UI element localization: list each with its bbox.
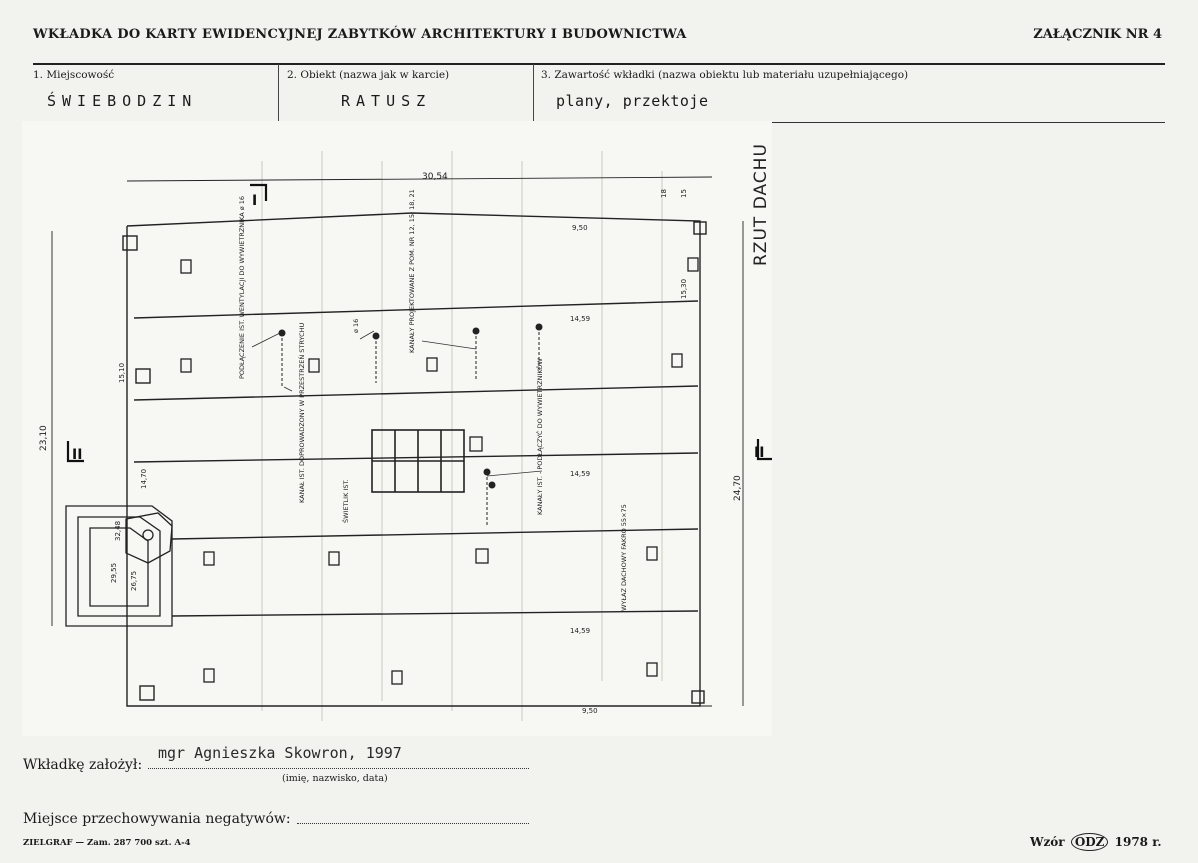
section-mark-3: II <box>754 445 765 461</box>
roof-plan-svg <box>22 121 772 736</box>
roof-hatches <box>181 258 698 684</box>
plan-note: ŚWIETLIK IST. <box>342 479 350 523</box>
dim-label: 29,55 <box>110 562 118 583</box>
author-dotted-line <box>148 768 529 769</box>
plan-note: KANAŁ IST. DOPROWADZONY W PRZESTRZEŃ STRYCHU <box>298 322 306 503</box>
field-divider <box>533 64 534 122</box>
leader-lines <box>252 331 542 476</box>
dim-label: 9,50 <box>572 224 588 232</box>
dim-label: 32,48 <box>114 520 122 541</box>
vent-stacks <box>279 324 542 525</box>
bleed-through-lines <box>262 151 662 721</box>
printer-imprint: ZIELGRAF — Zam. 287 700 szt. A-4 <box>23 838 191 848</box>
plan-note: ø 16 <box>352 318 360 333</box>
annex-number: ZAŁĄCZNIK NR 4 <box>1033 27 1162 42</box>
field-content-label: 3. Zawartość wkładki (nazwa obiektu lub materiału uzupełniającego) <box>541 69 909 81</box>
plan-title: RZUT DACHU <box>751 143 771 266</box>
plan-note: KANAŁY IST. - PODŁĄCZYĆ DO WYWIETRZNIKÓW <box>536 358 544 515</box>
dim-label: 14,59 <box>570 315 591 323</box>
author-label: Wkładkę założył: <box>23 757 143 773</box>
dim-label: 15 <box>680 189 688 198</box>
dim-label: 15,30 <box>680 278 688 299</box>
roof-plan-drawing <box>22 121 772 736</box>
author-caption: (imię, nazwisko, data) <box>282 773 388 784</box>
field-object-value: RATUSZ <box>341 92 432 110</box>
dim-label: 18 <box>660 189 668 198</box>
form-pattern-prefix: Wzór <box>1030 835 1065 849</box>
plan-note: PODŁĄCZENIE IST. WENTYLACJI DO WYWIETRZNIKA ø 16 <box>238 195 246 379</box>
header-rule <box>33 63 1165 65</box>
field-divider <box>278 64 279 122</box>
field-locality-value: ŚWIEBODZIN <box>47 92 198 110</box>
field-content-value: plany, przektoje <box>556 92 709 110</box>
dim-label: 14,59 <box>570 470 591 478</box>
dim-label: 14,70 <box>140 468 148 489</box>
author-value: mgr Agnieszka Skowron, 1997 <box>158 744 402 762</box>
dim-label: 23,10 <box>39 425 49 451</box>
card-title: WKŁADKA DO KARTY EWIDENCYJNEJ ZABYTKÓW ARCHITEKTURY I BUDOWNICTWA <box>33 27 687 42</box>
dim-label: 26,75 <box>130 570 138 591</box>
dim-label: 30,54 <box>422 172 448 182</box>
dim-label: 14,59 <box>570 627 591 635</box>
section-markers <box>68 185 772 461</box>
negatives-dotted-line <box>297 823 529 824</box>
form-pattern <box>1030 833 1162 851</box>
dim-label: 9,50 <box>582 707 598 715</box>
field-locality-label: 1. Miejscowość <box>33 69 115 81</box>
negatives-label: Miejsce przechowywania negatywów: <box>23 811 291 827</box>
skylight <box>372 430 464 492</box>
dim-label: 24,70 <box>733 475 743 501</box>
odz-stamp: ODZ <box>1071 833 1109 851</box>
field-object-label: 2. Obiekt (nazwa jak w karcie) <box>287 69 450 81</box>
dim-label: 15,10 <box>118 362 126 383</box>
dimension-lines <box>52 177 743 706</box>
section-mark-1: I <box>252 193 258 209</box>
plan-note: KANAŁY PROJEKTOWANE Z POM. NR 12, 15, 18, 21 <box>408 189 416 353</box>
section-mark-2: II <box>72 447 83 463</box>
form-pattern-year: 1978 r. <box>1114 835 1162 849</box>
plan-note: WYŁAZ DACHOWY FAKRO 55×75 <box>620 504 628 611</box>
